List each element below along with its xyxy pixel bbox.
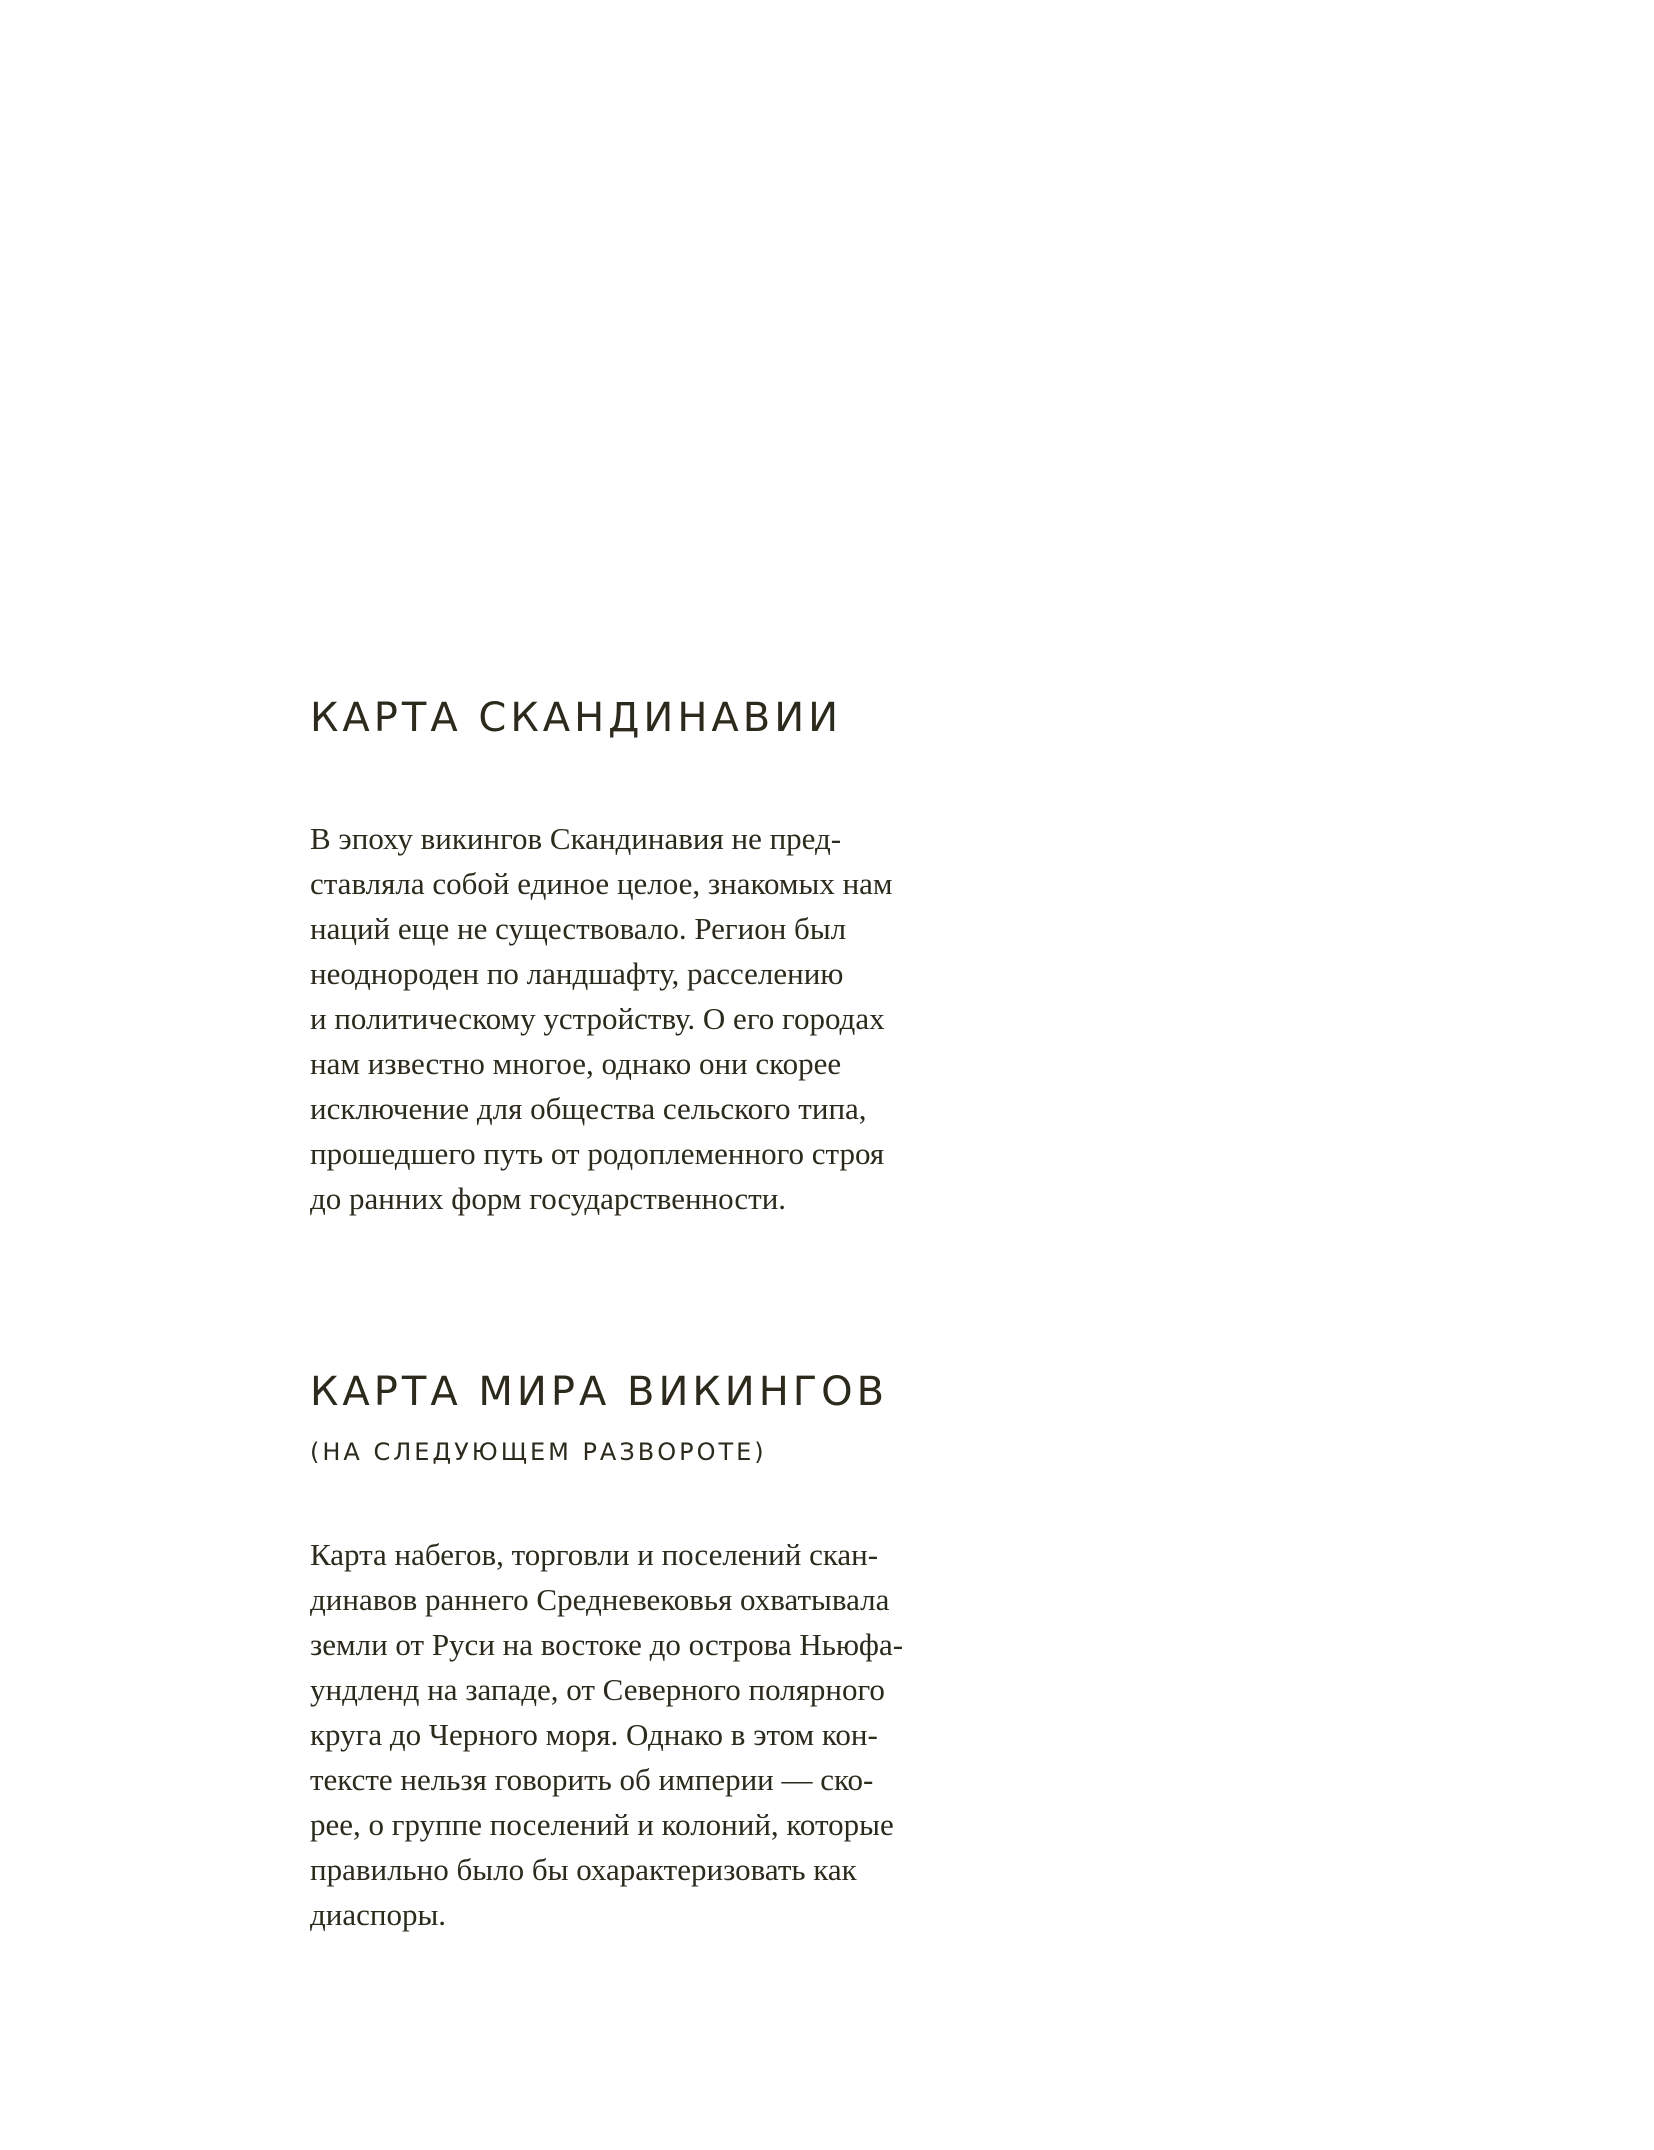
body-line: диаспоры.: [310, 1897, 447, 1932]
body-line: Карта набегов, торговли и поселений скан-: [310, 1537, 879, 1572]
body-line: до ранних форм государственности.: [310, 1181, 787, 1216]
body-line: круга до Черного моря. Однако в этом кон-: [310, 1717, 878, 1752]
body-line: неоднороден по ландшафту, расселению: [310, 956, 844, 991]
section-heading: КАРТА СКАНДИНАВИИ: [310, 695, 843, 741]
section-scandinavia-map: [310, 688, 1030, 1221]
body-line: исключение для общества сельского типа,: [310, 1091, 867, 1126]
body-line: наций еще не существовало. Регион был: [310, 911, 847, 946]
body-line: ставляла собой единое целое, знакомых нам: [310, 866, 893, 901]
body-line: В эпоху викингов Скандинавия не пред-: [310, 821, 842, 856]
body-line: земли от Руси на востоке до острова Ньюфа-: [310, 1627, 904, 1662]
section-body: [310, 1532, 1030, 1937]
section-heading: КАРТА МИРА ВИКИНГОВ: [310, 1369, 889, 1415]
body-line: динавов раннего Средневековья охватывала: [310, 1582, 890, 1617]
section-viking-world-map: [310, 1362, 1030, 1937]
body-line: ундленд на западе, от Северного полярного: [310, 1672, 885, 1707]
body-line: и политическому устройству. О его городах: [310, 1001, 885, 1036]
body-line: правильно было бы охарактеризовать как: [310, 1852, 857, 1887]
body-line: нам известно многое, однако они скорее: [310, 1046, 842, 1081]
body-line: прошедшего путь от родоплеменного строя: [310, 1136, 885, 1171]
section-subheading: (НА СЛЕДУЮЩЕМ РАЗВОРОТЕ): [310, 1438, 767, 1466]
body-line: рее, о группе поселений и колоний, которые: [310, 1807, 894, 1842]
section-body: [310, 816, 1030, 1221]
body-line: тексте нельзя говорить об империи — ско-: [310, 1762, 874, 1797]
